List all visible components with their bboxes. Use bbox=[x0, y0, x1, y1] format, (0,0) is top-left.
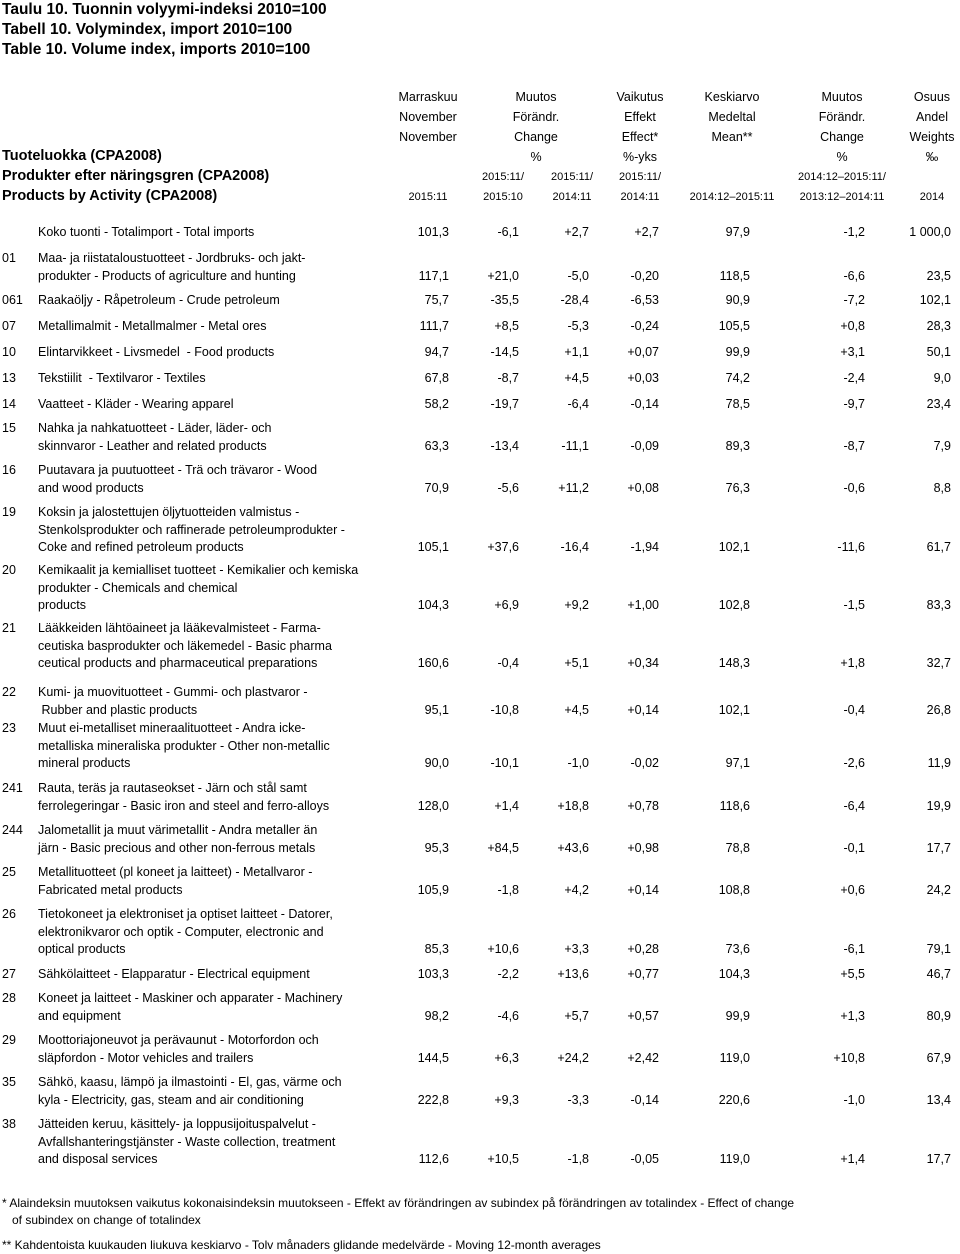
row-label bbox=[38, 292, 280, 310]
row-label-line: Rauta, teräs ja rautaseokset - Järn och stål samt bbox=[38, 781, 307, 795]
row-value-col7: 67,9 bbox=[926, 1050, 951, 1065]
row-label-line: Fabricated metal products bbox=[38, 882, 183, 897]
row-label-line: kyla - Electricity, gas, steam and air conditioning bbox=[38, 1092, 304, 1107]
row-value-col6: -1,0 bbox=[843, 1092, 865, 1107]
row-label bbox=[38, 966, 310, 984]
row-label bbox=[38, 504, 345, 557]
row-value-col7: 17,7 bbox=[926, 1152, 951, 1166]
row-label bbox=[38, 224, 254, 242]
row-code: 25 bbox=[2, 865, 16, 879]
row-value-col6: -11,6 bbox=[837, 540, 865, 554]
row-value-col7: 1 000,0 bbox=[909, 225, 951, 239]
row-label-line: Stenkolsprodukter och raffinerade petroleumprodukter - bbox=[38, 522, 345, 537]
row-value-col2: +6,9 bbox=[494, 598, 519, 612]
row-label-en: Products by Activity (CPA2008) bbox=[2, 188, 218, 204]
row-value-col2: -5,6 bbox=[497, 480, 519, 495]
col4-unit: %-yks bbox=[622, 150, 658, 164]
col6-period: 2013:12–2014:11 bbox=[799, 191, 885, 203]
row-label bbox=[38, 1116, 335, 1169]
row-value-col7: 23,5 bbox=[926, 268, 951, 283]
row-value-col1: 98,2 bbox=[424, 1008, 449, 1023]
row-label bbox=[38, 990, 342, 1025]
row-value-col6: -0,1 bbox=[843, 840, 865, 855]
row-value-col2: -0,4 bbox=[497, 656, 519, 670]
row-value-col7: 102,1 bbox=[919, 293, 951, 307]
row-code: 26 bbox=[2, 907, 16, 921]
col2-sv: Förändr. bbox=[512, 110, 560, 124]
row-code: 20 bbox=[2, 563, 16, 577]
row-value-col5: 118,6 bbox=[719, 798, 750, 813]
row-value-col5: 118,5 bbox=[719, 268, 750, 283]
row-value-col5: 97,9 bbox=[725, 225, 750, 239]
row-label-sv: Produkter efter näringsgren (CPA2008) bbox=[2, 168, 270, 184]
row-value-col7: 9,0 bbox=[933, 371, 951, 385]
row-label bbox=[38, 318, 267, 336]
row-label-line: ferrolegeringar - Basic iron and steel and ferro-alloys bbox=[38, 798, 330, 813]
row-value-col7: 32,7 bbox=[926, 656, 951, 670]
footnotes bbox=[2, 1195, 794, 1254]
row-label-line: Avfallshanteringstjänster - Waste collection, treatment bbox=[38, 1134, 336, 1149]
col7-sv: Andel bbox=[916, 110, 948, 124]
title-en: Table 10. Volume index, imports 2010=100 bbox=[2, 41, 311, 58]
row-value-col5: 108,8 bbox=[718, 882, 750, 897]
row-value-col5: 76,3 bbox=[725, 480, 750, 495]
row-value-col4: -1,94 bbox=[630, 540, 659, 554]
row-code: 27 bbox=[2, 967, 16, 981]
row-value-col5: 97,1 bbox=[725, 756, 750, 770]
row-label bbox=[38, 1074, 342, 1109]
row-value-col2: -6,1 bbox=[497, 225, 519, 239]
row-label-line: Sähkölaitteet - Elapparatur - Electrical equipment bbox=[38, 967, 310, 981]
row-value-col3: +11,2 bbox=[558, 480, 589, 495]
row-value-col1: 75,7 bbox=[424, 293, 449, 307]
row-value-col2: -13,4 bbox=[490, 438, 519, 453]
row-label-line: Koksin ja jalostettujen öljytuotteiden valmistus - bbox=[38, 505, 300, 519]
row-value-col5: 102,1 bbox=[718, 540, 750, 554]
row-label bbox=[38, 396, 233, 414]
row-label-line: Coke and refined petroleum products bbox=[38, 540, 244, 554]
row-code: 38 bbox=[2, 1117, 16, 1131]
row-value-col1: 222,8 bbox=[417, 1092, 449, 1107]
row-value-col1: 144,5 bbox=[417, 1050, 449, 1065]
col3-period-top: 2015:11/ bbox=[550, 171, 594, 183]
row-value-col6: -6,1 bbox=[843, 942, 865, 956]
row-value-col7: 19,9 bbox=[926, 798, 951, 813]
col5-sv: Medeltal bbox=[708, 110, 756, 124]
row-label-line: Moottoriajoneuvot ja perävaunut - Motorfordon och bbox=[38, 1033, 319, 1047]
col1-en: November bbox=[399, 130, 457, 144]
row-value-col7: 80,9 bbox=[926, 1008, 951, 1023]
col1-fi: Marraskuu bbox=[398, 90, 458, 104]
row-label-line: ceutiska basprodukter och läkemedel - Basic pharma bbox=[38, 638, 332, 653]
row-label bbox=[38, 620, 332, 673]
row-value-col1: 105,1 bbox=[417, 540, 449, 554]
row-value-col3: +18,8 bbox=[557, 798, 589, 813]
row-value-col1: 105,9 bbox=[417, 882, 449, 897]
row-label-line: Rubber and plastic products bbox=[38, 702, 198, 717]
col5-en: Mean** bbox=[711, 130, 753, 144]
row-value-col1: 95,1 bbox=[424, 702, 449, 717]
row-value-col7: 23,4 bbox=[926, 397, 951, 411]
row-label-line: and disposal services bbox=[38, 1152, 158, 1166]
row-label-line: Kumi- ja muovituotteet - Gummi- och plastvaror - bbox=[38, 685, 308, 699]
row-value-col6: +0,8 bbox=[840, 319, 865, 333]
row-value-col4: +0,78 bbox=[627, 798, 659, 813]
col2-period-top: 2015:11/ bbox=[481, 171, 525, 183]
row-value-col6: -7,2 bbox=[843, 293, 865, 307]
row-code: 244 bbox=[2, 823, 23, 837]
row-value-col2: +21,0 bbox=[487, 268, 519, 283]
row-value-col3: -1,0 bbox=[567, 756, 589, 770]
row-value-col1: 95,3 bbox=[424, 840, 449, 855]
row-label-line: produkter - Chemicals and chemical bbox=[38, 580, 238, 595]
row-label bbox=[38, 864, 312, 899]
row-value-col3: +4,2 bbox=[564, 882, 589, 897]
row-value-col2: -14,5 bbox=[490, 345, 519, 359]
row-value-col3: -3,3 bbox=[567, 1092, 589, 1107]
row-code: 28 bbox=[2, 991, 16, 1005]
footnote-effect-cont: of subindex on change of totalindex bbox=[2, 1212, 201, 1227]
row-value-col4: +0,03 bbox=[627, 371, 659, 385]
row-label-line: Kemikaalit ja kemialliset tuotteet - Kemikalier och kemiska bbox=[38, 563, 359, 577]
row-value-col4: -0,02 bbox=[630, 756, 659, 770]
row-value-col7: 61,7 bbox=[926, 540, 951, 554]
row-value-col2: +1,4 bbox=[494, 798, 519, 813]
row-label-line: Nahka ja nahkatuotteet - Läder, läder- och bbox=[38, 421, 272, 435]
row-label bbox=[38, 1032, 319, 1067]
row-value-col1: 58,2 bbox=[424, 397, 449, 411]
row-value-col3: -28,4 bbox=[560, 293, 589, 307]
col1-sv: November bbox=[399, 110, 457, 124]
row-label-line: Koneet ja laitteet - Maskiner och apparater - Machinery bbox=[38, 991, 343, 1005]
row-value-col3: +13,6 bbox=[557, 967, 589, 981]
row-value-col4: -0,20 bbox=[630, 268, 659, 283]
row-value-col1: 90,0 bbox=[424, 756, 449, 770]
row-code: 35 bbox=[2, 1075, 16, 1089]
row-code: 13 bbox=[2, 371, 16, 385]
col4-period-top: 2015:11/ bbox=[618, 171, 662, 183]
row-label-line: Muut ei-metalliset mineraalituotteet - Andra icke- bbox=[38, 721, 306, 735]
row-label-line: släpfordon - Motor vehicles and trailers bbox=[38, 1050, 254, 1065]
row-value-col3: +4,5 bbox=[564, 371, 589, 385]
row-value-col5: 99,9 bbox=[725, 1008, 750, 1023]
row-value-col2: -2,2 bbox=[497, 967, 519, 981]
row-value-col5: 148,3 bbox=[718, 656, 750, 670]
col6-fi: Muutos bbox=[821, 90, 863, 104]
row-value-col3: +5,7 bbox=[564, 1008, 589, 1023]
row-value-col3: -16,4 bbox=[560, 540, 589, 554]
row-value-col4: +2,42 bbox=[627, 1050, 659, 1065]
row-value-col1: 104,3 bbox=[417, 598, 449, 612]
row-value-col3: +1,1 bbox=[564, 345, 589, 359]
row-value-col6: -1,2 bbox=[843, 225, 865, 239]
row-value-col4: -0,24 bbox=[630, 319, 659, 333]
col7-unit: ‰ bbox=[925, 150, 939, 164]
row-label-line: Jalometallit ja muut värimetallit - Andra metaller än bbox=[38, 823, 318, 837]
col1-period: 2015:11 bbox=[408, 191, 448, 203]
row-label bbox=[38, 420, 271, 455]
row-value-col5: 105,5 bbox=[718, 319, 750, 333]
title-sv: Tabell 10. Volymindex, import 2010=100 bbox=[2, 21, 293, 38]
row-value-col3: +9,2 bbox=[564, 598, 589, 612]
row-label-line: and wood products bbox=[38, 480, 144, 495]
row-value-col2: +37,6 bbox=[487, 540, 519, 554]
row-value-col4: +0,77 bbox=[627, 967, 659, 981]
row-value-col5: 99,9 bbox=[725, 345, 750, 359]
row-label-line: elektronikvaror och optik - Computer, electronic and bbox=[38, 924, 324, 939]
row-value-col6: -0,6 bbox=[843, 480, 865, 495]
col6-period-top: 2014:12–2015:11/ bbox=[798, 171, 886, 183]
row-code: 16 bbox=[2, 463, 16, 477]
row-value-col7: 24,2 bbox=[926, 882, 951, 897]
row-value-col3: +43,6 bbox=[557, 840, 589, 855]
row-value-col5: 78,8 bbox=[725, 840, 750, 855]
row-value-col4: -0,05 bbox=[630, 1152, 659, 1166]
row-value-col2: -19,7 bbox=[490, 397, 519, 411]
row-value-col2: +10,5 bbox=[487, 1152, 519, 1166]
row-value-col2: +9,3 bbox=[494, 1092, 519, 1107]
footnote-effect: * Alaindeksin muutoksen vaikutus kokonaisindeksin muutokseen - Effekt av förändringen av subindex på förändringen av totalindex - Effect of change bbox=[2, 1196, 795, 1210]
row-label-line: Puutavara ja puutuotteet - Trä och trävaror - Wood bbox=[38, 463, 318, 477]
col6-unit: % bbox=[836, 150, 848, 164]
row-value-col4: +0,14 bbox=[627, 882, 659, 897]
row-value-col2: -8,7 bbox=[497, 371, 519, 385]
row-code: 241 bbox=[2, 781, 23, 795]
row-label bbox=[38, 370, 206, 388]
row-label-line: Lääkkeiden lähtöaineet ja lääkevalmisteet - Farma- bbox=[38, 621, 321, 635]
row-value-col2: +6,3 bbox=[494, 1050, 519, 1065]
row-code: 15 bbox=[2, 421, 16, 435]
row-value-col3: +3,3 bbox=[564, 942, 589, 956]
row-value-col6: +1,4 bbox=[840, 1152, 865, 1166]
row-value-col6: +1,3 bbox=[840, 1008, 865, 1023]
row-value-col7: 83,3 bbox=[926, 598, 951, 612]
row-value-col4: +1,00 bbox=[627, 598, 659, 612]
row-value-col2: -4,6 bbox=[497, 1008, 519, 1023]
row-value-col4: +0,08 bbox=[627, 480, 659, 495]
row-value-col3: -1,8 bbox=[567, 1152, 589, 1166]
row-value-col6: -8,7 bbox=[843, 438, 865, 453]
row-label-line: Maa- ja riistataloustuotteet - Jordbruks- och jakt- bbox=[38, 251, 306, 265]
row-value-col1: 112,6 bbox=[418, 1152, 449, 1166]
row-label-line: Jätteiden keruu, käsittely- ja loppusijoituspalvelut - bbox=[38, 1117, 316, 1131]
row-label-line: skinnvaror - Leather and related products bbox=[38, 438, 267, 453]
row-value-col2: -10,8 bbox=[490, 702, 519, 717]
row-value-col4: -6,53 bbox=[630, 293, 659, 307]
row-value-col1: 63,3 bbox=[424, 438, 449, 453]
row-value-col7: 11,9 bbox=[927, 756, 951, 770]
row-label-line: products bbox=[38, 598, 86, 612]
col4-sv: Effekt bbox=[624, 110, 656, 124]
row-code: 21 bbox=[2, 621, 16, 635]
row-value-col7: 46,7 bbox=[926, 967, 951, 981]
row-value-col5: 119,0 bbox=[719, 1152, 750, 1166]
row-value-col5: 74,2 bbox=[725, 371, 750, 385]
col2-unit: % bbox=[530, 150, 542, 164]
footnote-mean: ** Kahdentoista kuukauden liukuva keskiarvo - Tolv månaders glidande medelvärde - Moving 12-month averages bbox=[2, 1238, 601, 1252]
row-label-line: järn - Basic precious and other non-ferrous metals bbox=[38, 840, 316, 855]
row-label bbox=[38, 250, 305, 285]
row-code: 19 bbox=[2, 505, 16, 519]
row-value-col7: 79,1 bbox=[926, 942, 951, 956]
row-value-col6: -0,4 bbox=[843, 702, 865, 717]
row-value-col6: -2,4 bbox=[843, 371, 865, 385]
row-value-col1: 94,7 bbox=[424, 345, 449, 359]
row-value-col1: 85,3 bbox=[424, 942, 449, 956]
col4-period: 2014:11 bbox=[620, 191, 660, 203]
row-label-line: produkter - Products of agriculture and hunting bbox=[38, 268, 296, 283]
row-value-col3: +2,7 bbox=[564, 225, 589, 239]
row-value-col3: +24,2 bbox=[557, 1050, 589, 1065]
row-label bbox=[38, 684, 308, 719]
row-value-col5: 73,6 bbox=[725, 942, 750, 956]
col6-en: Change bbox=[820, 130, 864, 144]
row-value-col6: +1,8 bbox=[840, 656, 865, 670]
row-label-line: Raakaöljy - Råpetroleum - Crude petroleum bbox=[38, 293, 280, 307]
col3-period: 2014:11 bbox=[552, 191, 592, 203]
row-label-line: mineral products bbox=[38, 756, 131, 770]
row-value-col4: +0,34 bbox=[627, 656, 659, 670]
row-value-col5: 119,0 bbox=[719, 1050, 750, 1065]
row-label-line: ceutical products and pharmaceutical preparations bbox=[38, 656, 318, 670]
row-value-col4: -0,14 bbox=[630, 397, 659, 411]
row-label bbox=[38, 780, 329, 815]
row-value-col3: -11,1 bbox=[561, 438, 589, 453]
row-value-col1: 160,6 bbox=[417, 656, 449, 670]
row-value-col6: +5,5 bbox=[840, 967, 865, 981]
row-value-col5: 220,6 bbox=[718, 1092, 750, 1107]
row-label-fi: Tuoteluokka (CPA2008) bbox=[2, 148, 162, 164]
row-value-col2: -10,1 bbox=[490, 756, 519, 770]
row-value-col5: 102,8 bbox=[718, 598, 750, 612]
row-label bbox=[38, 562, 358, 615]
row-label-line: optical products bbox=[38, 942, 126, 956]
row-value-col6: +10,8 bbox=[833, 1050, 865, 1065]
row-value-col7: 50,1 bbox=[926, 345, 951, 359]
row-value-col4: -0,09 bbox=[630, 438, 659, 453]
title-fi: Taulu 10. Tuonnin volyymi-indeksi 2010=100 bbox=[2, 1, 327, 18]
row-value-col7: 26,8 bbox=[926, 702, 951, 717]
row-value-col6: -6,4 bbox=[843, 798, 865, 813]
row-label bbox=[38, 462, 317, 497]
row-value-col6: +3,1 bbox=[840, 345, 865, 359]
row-label-line: Metallituotteet (pl koneet ja laitteet) - Metallvaror - bbox=[38, 865, 313, 879]
row-value-col5: 89,3 bbox=[725, 438, 750, 453]
row-label-line: metalliska mineraliska produkter - Other non-metallic bbox=[38, 738, 330, 753]
row-value-col7: 17,7 bbox=[926, 840, 951, 855]
row-value-col1: 67,8 bbox=[424, 371, 449, 385]
row-value-col2: +8,5 bbox=[494, 319, 519, 333]
row-code: 10 bbox=[2, 345, 16, 359]
row-label-line: Tietokoneet ja elektroniset ja optiset laitteet - Datorer, bbox=[38, 907, 333, 921]
row-label bbox=[38, 822, 317, 857]
row-label-line: Koko tuonti - Totalimport - Total imports bbox=[38, 225, 255, 239]
col6-sv: Förändr. bbox=[818, 110, 866, 124]
row-value-col3: -6,4 bbox=[567, 397, 589, 411]
row-label-line: Vaatteet - Kläder - Wearing apparel bbox=[38, 397, 234, 411]
row-value-col1: 101,3 bbox=[417, 225, 449, 239]
row-value-col4: +2,7 bbox=[634, 225, 659, 239]
row-value-col3: +4,5 bbox=[564, 702, 589, 717]
row-value-col7: 8,8 bbox=[933, 480, 951, 495]
row-value-col1: 117,1 bbox=[418, 268, 449, 283]
row-label bbox=[38, 906, 333, 959]
col5-period: 2014:12–2015:11 bbox=[689, 191, 775, 203]
row-value-col7: 7,9 bbox=[933, 438, 951, 453]
row-value-col2: -1,8 bbox=[497, 882, 519, 897]
table-titles bbox=[2, 0, 327, 60]
row-value-col1: 103,3 bbox=[417, 967, 449, 981]
row-value-col4: +0,28 bbox=[627, 942, 659, 956]
row-value-col6: -6,6 bbox=[843, 268, 865, 283]
col2-en: Change bbox=[514, 130, 558, 144]
row-value-col6: -1,5 bbox=[843, 598, 865, 612]
col4-en: Effect* bbox=[621, 130, 659, 144]
row-value-col7: 28,3 bbox=[926, 319, 951, 333]
row-value-col5: 90,9 bbox=[725, 293, 750, 307]
row-value-col1: 111,7 bbox=[419, 319, 449, 333]
row-code: 061 bbox=[2, 293, 23, 307]
row-value-col5: 78,5 bbox=[725, 397, 750, 411]
row-label-line: and equipment bbox=[38, 1008, 121, 1023]
row-value-col4: +0,57 bbox=[627, 1008, 659, 1023]
row-code: 14 bbox=[2, 397, 16, 411]
row-value-col1: 128,0 bbox=[417, 798, 449, 813]
row-value-col4: +0,14 bbox=[627, 702, 659, 717]
row-value-col5: 104,3 bbox=[718, 967, 750, 981]
row-value-col6: -9,7 bbox=[843, 397, 865, 411]
col7-en: Weights bbox=[909, 130, 955, 144]
row-code: 22 bbox=[2, 685, 16, 699]
row-value-col1: 70,9 bbox=[424, 480, 449, 495]
row-code: 23 bbox=[2, 721, 16, 735]
row-value-col3: -5,0 bbox=[567, 268, 589, 283]
row-value-col4: -0,14 bbox=[630, 1092, 659, 1107]
row-code: 01 bbox=[2, 251, 16, 265]
row-label bbox=[38, 344, 274, 362]
row-value-col3: -5,3 bbox=[567, 319, 589, 333]
row-label-line: Elintarvikkeet - Livsmedel - Food products bbox=[38, 345, 275, 359]
row-value-col5: 102,1 bbox=[718, 702, 750, 717]
row-label-line: Metallimalmit - Metallmalmer - Metal ores bbox=[38, 319, 267, 333]
col7-period: 2014 bbox=[919, 191, 945, 203]
row-value-col4: +0,98 bbox=[627, 840, 659, 855]
row-label-line: Tekstiilit - Textilvaror - Textiles bbox=[38, 371, 206, 385]
row-code: 29 bbox=[2, 1033, 16, 1047]
row-value-col2: +10,6 bbox=[487, 942, 519, 956]
row-code: 07 bbox=[2, 319, 16, 333]
row-label-line: Sähkö, kaasu, lämpö ja ilmastointi - El, gas, värme och bbox=[38, 1075, 342, 1089]
col2-period: 2015:10 bbox=[483, 191, 523, 203]
row-label bbox=[38, 720, 330, 773]
row-value-col7: 13,4 bbox=[926, 1092, 951, 1107]
row-value-col3: +5,1 bbox=[564, 656, 589, 670]
col4-fi: Vaikutus bbox=[616, 90, 664, 104]
col5-fi: Keskiarvo bbox=[704, 90, 760, 104]
row-value-col6: -2,6 bbox=[843, 756, 865, 770]
row-value-col2: +84,5 bbox=[487, 840, 519, 855]
col7-fi: Osuus bbox=[913, 90, 951, 104]
row-value-col4: +0,07 bbox=[627, 345, 659, 359]
col2-fi: Muutos bbox=[515, 90, 557, 104]
row-value-col6: +0,6 bbox=[840, 882, 865, 897]
row-value-col2: -35,5 bbox=[490, 293, 519, 307]
